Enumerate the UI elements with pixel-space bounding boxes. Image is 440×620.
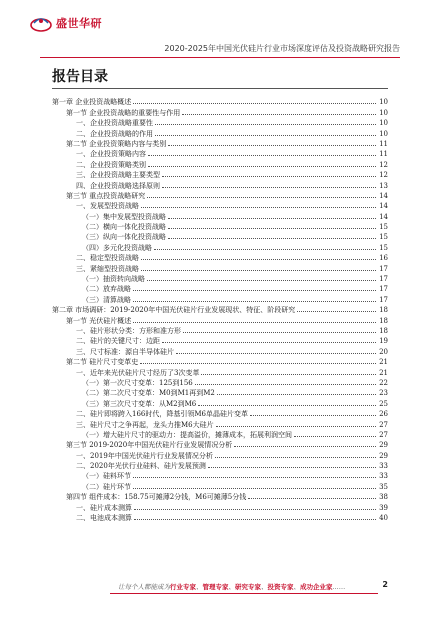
toc-entry[interactable] xyxy=(52,397,388,407)
toc-leader-dots xyxy=(216,426,376,427)
toc-entry-page: 14 xyxy=(379,191,388,200)
toc-entry[interactable] xyxy=(52,231,388,241)
toc-entry-text: （三）纵向一体化投资战略 xyxy=(82,233,166,242)
toc-leader-dots xyxy=(141,270,376,271)
toc-entry-text: 一、2019年中国光伏硅片行业发展情况分析 xyxy=(76,451,213,460)
footer-separator: 、 xyxy=(228,583,235,591)
toc-entry[interactable] xyxy=(52,314,388,324)
toc-entry-text: （一）集中发展型投资战略 xyxy=(82,212,166,221)
toc-entry[interactable] xyxy=(52,460,388,470)
toc-leader-dots xyxy=(147,197,376,198)
toc-entry-page: 15 xyxy=(379,223,388,232)
table-of-contents xyxy=(52,96,388,522)
toc-leader-dots xyxy=(234,446,376,447)
toc-entry-page: 11 xyxy=(379,139,388,148)
toc-entry-text: 第四节 组件成本：158.75可摊薄2分钱，M6可摊薄5分钱 xyxy=(66,493,247,502)
toc-entry-page: 10 xyxy=(379,98,388,107)
toc-entry-page: 40 xyxy=(379,514,388,523)
toc-entry[interactable] xyxy=(52,449,388,459)
toc-entry-page: 17 xyxy=(379,285,388,294)
toc-entry-page: 20 xyxy=(379,347,388,356)
footer-highlight: 管理专家 xyxy=(202,583,229,591)
toc-entry-text: 第二章 市场调研：2019-2020年中国光伏硅片行业发展现状、特征、阶段研究 xyxy=(52,306,296,315)
toc-leader-dots xyxy=(168,238,376,239)
toc-entry[interactable] xyxy=(52,117,388,127)
logo-text: 盛世华研 xyxy=(56,17,102,30)
toc-entry-page: 15 xyxy=(379,243,388,252)
toc-entry-text: 二、企业投资策略类别 xyxy=(76,160,146,169)
toc-entry-page: 22 xyxy=(379,378,388,387)
footer-highlight: 研究专家 xyxy=(235,583,261,591)
toc-leader-dots xyxy=(208,467,376,468)
toc-entry-page: 14 xyxy=(379,212,388,221)
toc-entry-text: 第三节 重点投资战略研究 xyxy=(66,191,146,200)
toc-entry-page: 35 xyxy=(379,482,388,491)
toc-entry-text: （二）横向一体化投资战略 xyxy=(82,223,166,232)
toc-entry[interactable] xyxy=(52,387,388,397)
toc-entry-page: 27 xyxy=(379,430,388,439)
toc-leader-dots xyxy=(176,353,376,354)
toc-entry-page: 26 xyxy=(379,410,388,419)
toc-entry-page: 23 xyxy=(379,389,388,398)
toc-entry[interactable] xyxy=(52,335,388,345)
toc-leader-dots xyxy=(155,135,376,136)
toc-entry-text: 第三节 2019-2020年中国光伏硅片行业发展情况分析 xyxy=(66,441,233,450)
toc-entry-page: 18 xyxy=(379,326,388,335)
toc-entry[interactable] xyxy=(52,377,388,387)
toc-entry-page: 12 xyxy=(379,171,388,180)
toc-entry[interactable] xyxy=(52,325,388,335)
toc-leader-dots xyxy=(133,301,376,302)
toc-entry-page: 15 xyxy=(379,233,388,242)
toc-entry[interactable] xyxy=(52,501,388,511)
toc-entry-page: 13 xyxy=(379,181,388,190)
toc-leader-dots xyxy=(201,374,376,375)
toc-entry[interactable] xyxy=(52,179,388,189)
toc-entry-page: 11 xyxy=(379,150,388,159)
toc-entry-text: 四、企业投资战略选择原则 xyxy=(76,181,160,190)
toc-entry-text: 第二节 硅片尺寸变革史 xyxy=(66,358,139,367)
toc-entry[interactable] xyxy=(52,512,388,522)
toc-leader-dots xyxy=(182,114,376,115)
toc-entry-text: 第一节 光伏硅片概述 xyxy=(66,316,132,325)
toc-entry-page: 21 xyxy=(379,358,388,367)
toc-entry-text: （一）硅料环节 xyxy=(82,472,131,481)
footer-highlight: 投资专家 xyxy=(267,583,294,591)
toc-leader-dots xyxy=(162,187,376,188)
page-header xyxy=(0,0,440,68)
toc-leader-dots xyxy=(162,342,376,343)
toc-entry[interactable] xyxy=(52,106,388,116)
page-number: 2 xyxy=(382,580,388,589)
toc-entry-page: 17 xyxy=(379,295,388,304)
toc-entry-page: 33 xyxy=(379,462,388,471)
toc-entry-page: 12 xyxy=(379,160,388,169)
toc-entry[interactable] xyxy=(52,96,388,106)
toc-entry-text: （二）第二次尺寸变革：M0到M1再到M2 xyxy=(82,389,215,398)
toc-entry[interactable] xyxy=(52,470,388,480)
toc-entry[interactable] xyxy=(52,273,388,283)
footer-divider xyxy=(110,593,378,594)
toc-entry-text: 三、企业投资战略主要类型 xyxy=(76,171,160,180)
toc-entry-text: 一、硅片成本测算 xyxy=(76,503,132,512)
toc-leader-dots xyxy=(147,280,376,281)
toc-entry[interactable] xyxy=(52,169,388,179)
toc-entry-text: 二、硅片的关键尺寸：边距 xyxy=(76,337,160,346)
toc-leader-dots xyxy=(297,311,376,312)
toc-leader-dots xyxy=(140,363,376,364)
toc-entry-text: 第二节 企业投资策略内容与类别 xyxy=(66,139,167,148)
toc-leader-dots xyxy=(133,477,376,478)
toc-entry[interactable] xyxy=(52,356,388,366)
toc-entry-text: 二、硅片即将跨入166时代，降基引领M6单晶硅片变革 xyxy=(76,410,248,419)
toc-leader-dots xyxy=(141,259,376,260)
toc-leader-dots xyxy=(168,145,376,146)
toc-leader-dots xyxy=(148,155,376,156)
toc-leader-dots xyxy=(168,228,376,229)
toc-entry[interactable] xyxy=(52,439,388,449)
toc-entry-text: 一、发展型投资战略 xyxy=(76,202,139,211)
toc-leader-dots xyxy=(183,332,376,333)
toc-entry-page: 18 xyxy=(379,306,388,315)
toc-leader-dots xyxy=(155,124,376,125)
footer-prefix: 让每个人都能成为 xyxy=(118,583,170,591)
header-divider xyxy=(40,57,400,58)
toc-entry[interactable] xyxy=(52,408,388,418)
toc-entry-page: 19 xyxy=(379,337,388,346)
toc-leader-dots xyxy=(133,290,376,291)
toc-entry[interactable] xyxy=(52,262,388,272)
toc-leader-dots xyxy=(162,176,376,177)
logo-icon xyxy=(30,14,52,32)
toc-entry-page: 10 xyxy=(379,108,388,117)
toc-entry[interactable] xyxy=(52,210,388,220)
toc-leader-dots xyxy=(248,498,376,499)
toc-leader-dots xyxy=(134,519,376,520)
toc-entry-text: （三）清算战略 xyxy=(82,295,131,304)
toc-leader-dots xyxy=(133,488,376,489)
company-logo xyxy=(30,14,102,32)
toc-entry-text: 二、稳定型投资战略 xyxy=(76,254,139,263)
toc-leader-dots xyxy=(215,457,376,458)
toc-entry-page: 10 xyxy=(379,129,388,138)
toc-entry-text: 一、企业投资策略内容 xyxy=(76,150,146,159)
toc-entry-page: 14 xyxy=(379,202,388,211)
toc-entry-page: 18 xyxy=(379,316,388,325)
toc-leader-dots xyxy=(133,322,376,323)
toc-entry[interactable] xyxy=(52,293,388,303)
toc-entry-text: （三）第三次尺寸变革：从M2到M6 xyxy=(82,399,197,408)
toc-entry[interactable] xyxy=(52,429,388,439)
toc-entry[interactable] xyxy=(52,200,388,210)
toc-entry[interactable] xyxy=(52,491,388,501)
toc-entry-page: 10 xyxy=(379,119,388,128)
toc-entry-text: （四）多元化投资战略 xyxy=(82,243,152,252)
toc-entry-text: 一、企业投资战略重要性 xyxy=(76,119,153,128)
toc-entry[interactable] xyxy=(52,366,388,376)
toc-entry[interactable] xyxy=(52,158,388,168)
toc-entry-page: 39 xyxy=(379,503,388,512)
toc-entry[interactable] xyxy=(52,127,388,137)
toc-leader-dots xyxy=(154,249,376,250)
toc-leader-dots xyxy=(198,405,376,406)
toc-entry-text: 一、近年来光伏硅片尺寸经历了3次变革 xyxy=(76,368,200,377)
footer-slogan xyxy=(118,582,346,591)
page-footer xyxy=(0,580,440,600)
toc-entry-page: 25 xyxy=(379,399,388,408)
toc-entry-page: 27 xyxy=(379,420,388,429)
toc-entry-text: 三、硅片尺寸之争再起，龙头力推M6大硅片 xyxy=(76,420,214,429)
toc-entry-text: （一）抽资转向战略 xyxy=(82,275,145,284)
toc-entry[interactable] xyxy=(52,221,388,231)
toc-entry-text: 一、硅片形状分类：方形和准方形 xyxy=(76,326,181,335)
toc-entry[interactable] xyxy=(52,418,388,428)
toc-leader-dots xyxy=(148,166,376,167)
footer-separator: 、 xyxy=(196,583,203,591)
toc-entry-text: 三、尺寸标准：源自半导体硅片 xyxy=(76,347,174,356)
toc-entry-text: （二）放弃战略 xyxy=(82,285,131,294)
toc-entry-text: （一）第一次尺寸变革：125到156 xyxy=(82,378,193,387)
toc-leader-dots xyxy=(141,207,376,208)
toc-entry-page: 21 xyxy=(379,368,388,377)
toc-leader-dots xyxy=(250,415,376,416)
toc-entry-text: 第一节 企业投资战略的重要性与作用 xyxy=(66,108,181,117)
toc-leader-dots xyxy=(134,509,376,510)
toc-entry-page: 29 xyxy=(379,451,388,460)
toc-entry[interactable] xyxy=(52,148,388,158)
toc-entry-text: 二、2020年光伏行业硅料、硅片发展预测 xyxy=(76,462,206,471)
footer-highlight: 成功企业家 xyxy=(300,583,333,591)
toc-leader-dots xyxy=(195,384,376,385)
toc-leader-dots xyxy=(294,436,376,437)
toc-entry[interactable] xyxy=(52,283,388,293)
toc-leader-dots xyxy=(133,103,376,104)
toc-entry[interactable] xyxy=(52,138,388,148)
footer-suffix: …… xyxy=(332,583,346,591)
toc-entry[interactable] xyxy=(52,241,388,251)
toc-entry-text: 二、企业投资战略的作用 xyxy=(76,129,153,138)
toc-entry-page: 16 xyxy=(379,254,388,263)
toc-entry[interactable] xyxy=(52,345,388,355)
toc-entry-page: 29 xyxy=(379,441,388,450)
toc-entry-page: 17 xyxy=(379,275,388,284)
toc-entry[interactable] xyxy=(52,252,388,262)
toc-entry-text: （一）增大硅片尺寸的驱动力：提高溢价，摊薄成本，拓展利润空间 xyxy=(82,430,292,439)
toc-entry[interactable] xyxy=(52,480,388,490)
toc-leader-dots xyxy=(217,394,376,395)
document-title: 2020-2025年中国光伏硅片行业市场深度评估及投资战略研究报告 xyxy=(164,44,400,53)
toc-entry[interactable] xyxy=(52,304,388,314)
toc-entry-text: 第一章 企业投资战略概述 xyxy=(52,98,132,107)
toc-leader-dots xyxy=(168,218,376,219)
footer-highlight: 行业专家 xyxy=(170,583,196,591)
toc-entry-page: 17 xyxy=(379,264,388,273)
toc-entry-page: 33 xyxy=(379,472,388,481)
toc-entry[interactable] xyxy=(52,190,388,200)
toc-heading: 报告目录 xyxy=(52,69,108,85)
toc-entry-text: （二）硅片环节 xyxy=(82,482,131,491)
toc-divider xyxy=(52,88,388,89)
toc-entry-text: 二、电池成本测算 xyxy=(76,514,132,523)
toc-entry-page: 38 xyxy=(379,493,388,502)
footer-separator: 、 xyxy=(261,583,268,591)
footer-separator: 、 xyxy=(293,583,300,591)
toc-entry-text: 三、紧缩型投资战略 xyxy=(76,264,139,273)
